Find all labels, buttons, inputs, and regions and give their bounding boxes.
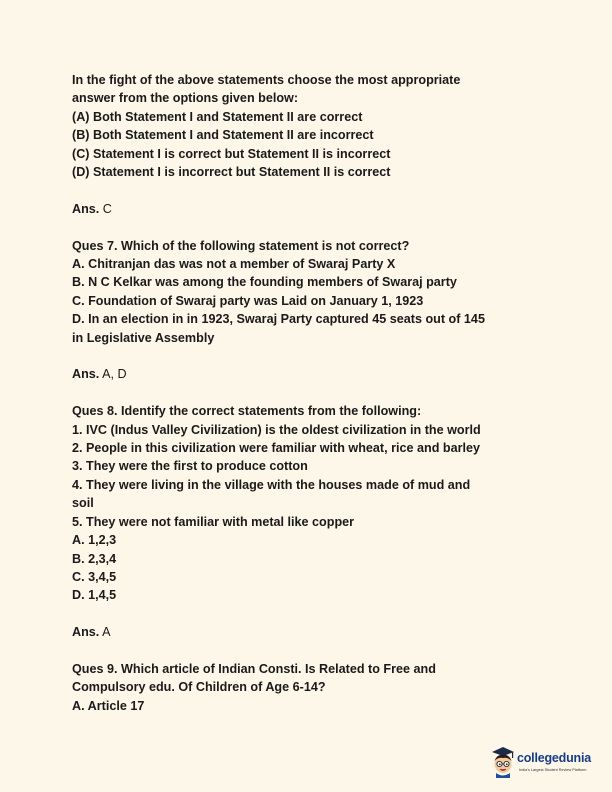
brand-name: collegedunia [517, 751, 592, 765]
option-a: A. Chitranjan das was not a member of Swaraj Party X [72, 257, 396, 272]
answer-label: Ans. [72, 367, 100, 382]
answer-value: C [102, 201, 112, 216]
brand-tagline: India's Largest Student Review Platform [519, 768, 587, 772]
answer-label: Ans. [72, 201, 100, 216]
answer-label: Ans. [72, 625, 100, 640]
answer-line [72, 623, 552, 641]
statement-3: 3. They were the first to produce cotton [72, 459, 308, 474]
option-a: A. 1,2,3 [72, 533, 117, 548]
student-mascot-icon [489, 744, 517, 778]
statement-2: 2. People in this civilization were familiar with wheat, rice and barley [72, 441, 481, 456]
question-title: Ques 7. Which of the following statement is not correct? [72, 238, 410, 253]
option-d-cont: in Legislative Assembly [72, 330, 215, 345]
option-d: D. 1,4,5 [72, 588, 117, 603]
question-content [72, 71, 552, 715]
question-title-cont: Compulsory edu. Of Children of Age 6-14? [72, 680, 326, 695]
option-b: (B) Both Statement I and Statement II are incorrect [72, 128, 374, 143]
intro-block [72, 71, 552, 181]
answer-line [72, 365, 552, 383]
text-line: answer from the options given below: [72, 91, 299, 106]
option-a: (A) Both Statement I and Statement II are correct [72, 109, 363, 124]
statement-4: 4. They were living in the village with the houses made of mud and [72, 477, 471, 492]
option-b: B. N C Kelkar was among the founding members of Swaraj party [72, 275, 457, 290]
option-c: (C) Statement I is correct but Statement II is incorrect [72, 146, 391, 161]
question-title: Ques 9. Which article of Indian Consti. Is Related to Free and [72, 661, 436, 676]
statement-5: 5. They were not familiar with metal like copper [72, 514, 355, 529]
question-9 [72, 660, 552, 715]
answer-line [72, 200, 552, 218]
option-c: C. 3,4,5 [72, 569, 117, 584]
option-d: D. In an election in in 1923, Swaraj Party captured 45 seats out of 145 [72, 312, 485, 327]
option-b: B. 2,3,4 [72, 551, 117, 566]
option-c: C. Foundation of Swaraj party was Laid on January 1, 1923 [72, 293, 424, 308]
collegedunia-logo [489, 744, 599, 780]
question-7 [72, 237, 552, 347]
answer-value: A, D [102, 367, 127, 382]
question-8 [72, 402, 552, 604]
statement-4-cont: soil [72, 496, 94, 511]
text-line: In the fight of the above statements choose the most appropriate [72, 73, 461, 87]
answer-value: A [102, 625, 111, 640]
option-d: (D) Statement I is incorrect but Statement II is correct [72, 165, 391, 180]
question-title: Ques 8. Identify the correct statements from the following: [72, 404, 422, 419]
option-a: A. Article 17 [72, 698, 145, 713]
statement-1: 1. IVC (Indus Valley Civilization) is the oldest civilization in the world [72, 422, 481, 437]
